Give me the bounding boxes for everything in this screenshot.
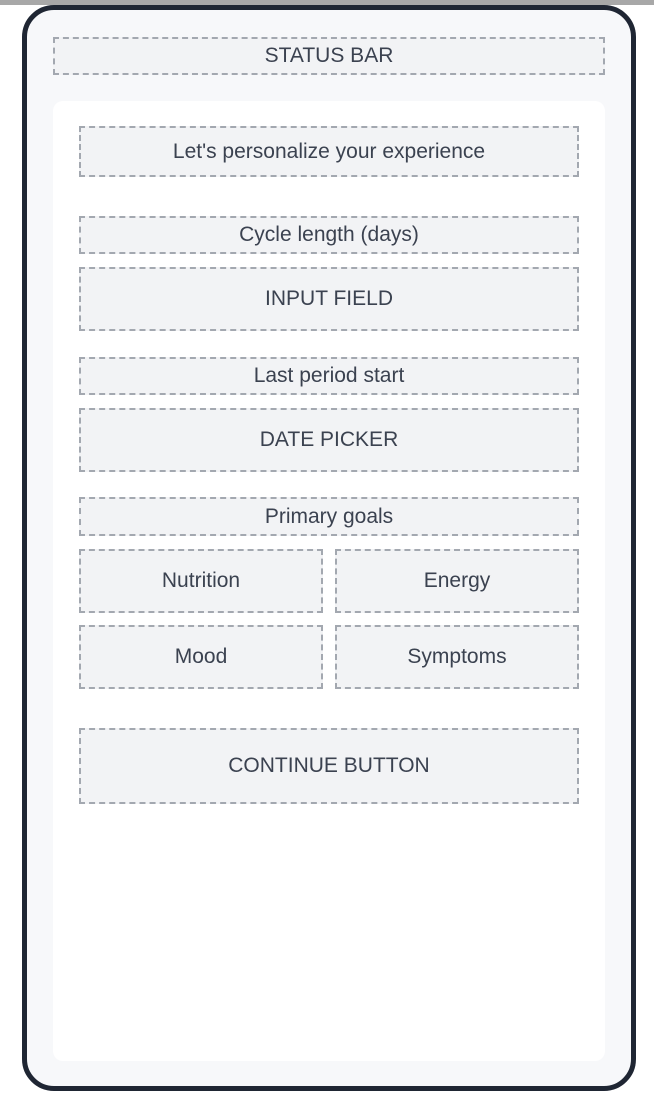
cycle-length-label: Cycle length (days) xyxy=(79,216,579,254)
continue-button[interactable]: CONTINUE BUTTON xyxy=(79,728,579,804)
goal-option-mood[interactable]: Mood xyxy=(79,625,323,689)
status-bar: STATUS BAR xyxy=(53,37,605,75)
last-period-date-picker[interactable]: DATE PICKER xyxy=(79,408,579,472)
goal-option-symptoms[interactable]: Symptoms xyxy=(335,625,579,689)
cycle-length-input[interactable]: INPUT FIELD xyxy=(79,267,579,331)
last-period-label: Last period start xyxy=(79,357,579,395)
goal-option-nutrition[interactable]: Nutrition xyxy=(79,549,323,613)
primary-goals-label: Primary goals xyxy=(79,497,579,536)
page-title: Let's personalize your experience xyxy=(79,126,579,177)
goal-option-energy[interactable]: Energy xyxy=(335,549,579,613)
